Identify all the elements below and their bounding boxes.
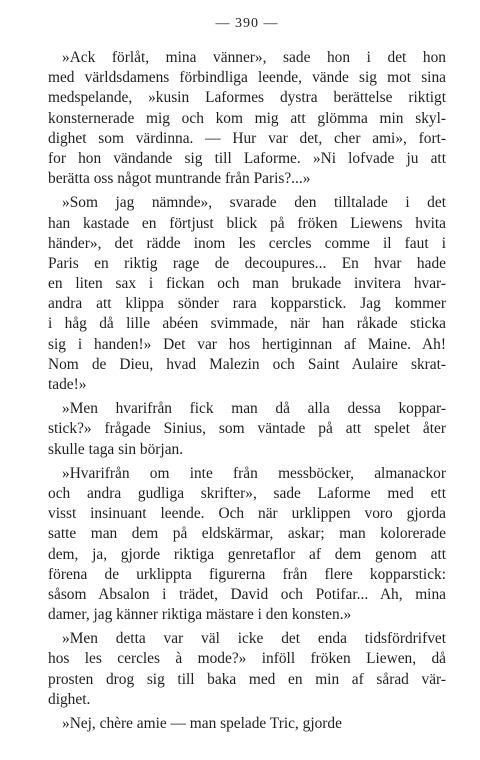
- text-line: han kastade en förtjust blick på fröken Liewens hvita: [48, 214, 446, 232]
- paragraph: [48, 399, 446, 460]
- text-line: i håg då lille abéen svimmade, när han råkade sticka: [48, 315, 446, 333]
- text-line: berätta oss något muntrande från Paris?...»: [48, 170, 311, 188]
- text-line: Paris en riktig rage de decoupures... En hvar hade: [48, 254, 446, 272]
- text-line: visst insinuant leende. Och när urklippen voro gjorda: [48, 505, 446, 523]
- text-body: [48, 48, 446, 734]
- text-line: »Ack förlåt, mina vänner», sade hon i det hon: [62, 49, 446, 66]
- text-line: dem, ja, gjorde riktiga genretaflor af dem genom att: [48, 545, 446, 563]
- text-line: en liten sax i fickan och man brukade invitera hvar-: [48, 275, 446, 293]
- text-line: dighet.: [48, 690, 91, 708]
- text-line: andra att klippa sönder rara kopparstick. Jag kommer: [48, 295, 446, 313]
- text-line: tade!»: [48, 376, 87, 393]
- text-line: »Men hvarifrån fick man då alla dessa koppar-: [62, 400, 446, 418]
- text-line: händer», det rädde inom les cercles comme il faut i: [48, 234, 446, 252]
- text-line: hos les cercles à mode?» inföll fröken Liewen, då: [48, 650, 446, 668]
- text-line: sig i handen!» Det var hos hertiginnan af Maine. Ah!: [48, 335, 446, 353]
- text-line: »Som jag nämnde», svarade den tilltalade i det: [62, 194, 446, 212]
- text-line: satte man dem på eldskärmar, askar; man kolorerade: [48, 525, 446, 543]
- paragraph: [48, 714, 446, 734]
- text-line: »Nej, chère amie — man spelade Tric, gjorde: [62, 715, 342, 732]
- text-line: for hon vändande sig till Laforme. »Ni lofvade ju att: [48, 149, 446, 167]
- text-line: stick?» frågade Sinius, som väntade på att spelet åter: [48, 420, 446, 438]
- paragraph: [48, 193, 446, 395]
- text-line: dighet som värdinna. — Hur var det, cher ami», fort-: [48, 129, 446, 147]
- text-line: »Men detta var väl icke det enda tidsfördrifvet: [62, 630, 446, 648]
- paragraph: [48, 48, 446, 189]
- text-line: såsom Absalon i trädet, David och Potifar... Ah, mina: [48, 585, 446, 603]
- text-line: med världsdamens förbindliga leende, vände sig mot sina: [48, 69, 446, 87]
- text-line: förena de urklippta figurerna från flere kopparstick:: [48, 565, 446, 583]
- text-line: konsternerade mig och kom mig att glömma min skyl-: [48, 109, 446, 127]
- paragraph: [48, 464, 446, 626]
- paragraph: [48, 629, 446, 710]
- text-line: »Hvarifrån om inte från messböcker, almanackor: [62, 464, 446, 482]
- book-page: [48, 14, 446, 738]
- text-line: skulle taga sin början.: [48, 440, 184, 458]
- text-line: och andra gudliga skrifter», sade Laforme med ett: [48, 484, 446, 502]
- text-line: Nom de Dieu, hvad Malezin och Saint Aulaire skrat-: [48, 355, 446, 373]
- page-number: — 390 —: [215, 16, 279, 31]
- text-line: prosten drog sig till baka med en min af sårad vär-: [48, 670, 446, 688]
- text-line: medspelande, »kusin Laformes dystra berättelse riktigt: [48, 89, 446, 107]
- text-line: damer, jag känner riktiga mästare i den konsten.»: [48, 606, 352, 624]
